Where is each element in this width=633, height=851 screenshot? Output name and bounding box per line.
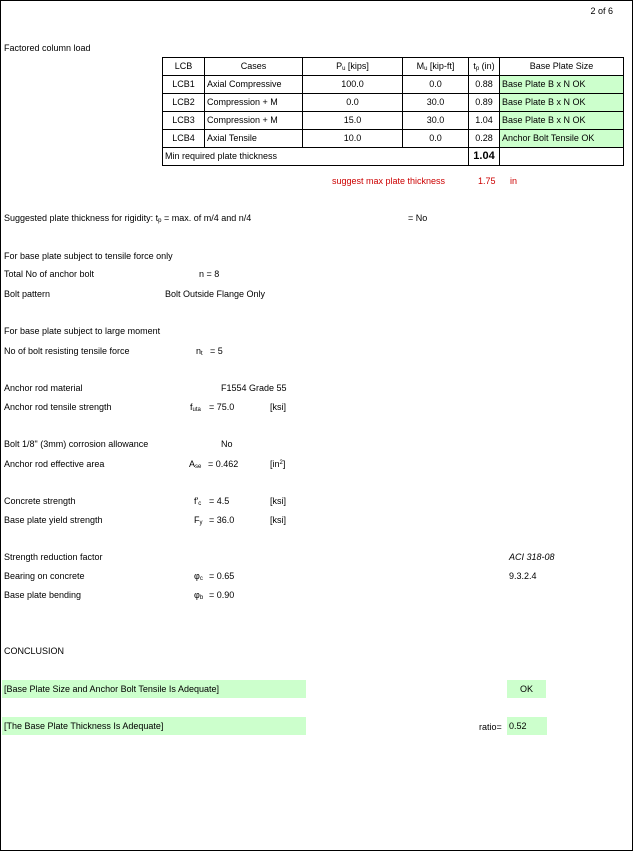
cell-lcb: LCB2 [163, 94, 205, 112]
conclusion-line-2: [The Base Plate Thickness Is Adequate] [2, 717, 306, 735]
yield-unit: [ksi] [270, 515, 287, 525]
cell-mu: 30.0 [403, 94, 469, 112]
moment-symbol: $n_t$ [196, 346, 203, 357]
ratio-label: ratio= [479, 722, 502, 732]
cell-pu: 100.0 [303, 76, 403, 94]
load-combination-table [162, 57, 624, 166]
anchor-strength-label: Anchor rod tensile strength [4, 402, 112, 412]
cell-pu: 15.0 [303, 112, 403, 130]
table-header-row [163, 58, 624, 76]
bending-value: = 0.90 [209, 590, 235, 600]
bolt-pattern-value: Bolt Outside Flange Only [165, 289, 266, 299]
cell-mu: 0.0 [403, 130, 469, 148]
cell-case: Compression + M [205, 112, 303, 130]
header-size: Base Plate Size [500, 58, 624, 76]
anchor-strength-unit: [ksi] [270, 402, 287, 412]
tensile-title: For base plate subject to tensile force only [4, 251, 173, 261]
area-value: = 0.462 [208, 459, 239, 469]
anchor-material-value: F1554 Grade 55 [221, 383, 287, 393]
table-row [163, 94, 624, 112]
conclusion-line-1: [Base Plate Size and Anchor Bolt Tensile Is Adequate] [2, 680, 306, 698]
corrosion-value: No [221, 439, 233, 449]
anchor-strength-value: = 75.0 [209, 402, 235, 412]
rigidity-label: Suggested plate thickness for rigidity: $t_p = \max$. of m/4 and n/4 [4, 213, 252, 224]
suggest-label: suggest max plate thickness [332, 176, 446, 186]
header-lcb: LCB [163, 58, 205, 76]
cell-case: Axial Tensile [205, 130, 303, 148]
yield-value: = 36.0 [209, 515, 235, 525]
cell-lcb: LCB4 [163, 130, 205, 148]
table-row [163, 76, 624, 94]
bearing-label: Bearing on concrete [4, 571, 85, 581]
concrete-unit: [ksi] [270, 496, 287, 506]
corrosion-label: Bolt 1/8" (3mm) corrosion allowance [4, 439, 149, 449]
cell-case: Axial Compressive [205, 76, 303, 94]
bending-label: Base plate bending [4, 590, 82, 600]
cell-size: Base Plate B x N OK [500, 94, 624, 112]
reduction-title: Strength reduction factor [4, 552, 103, 562]
table-row [163, 130, 624, 148]
cell-lcb: LCB1 [163, 76, 205, 94]
cell-pu: 0.0 [303, 94, 403, 112]
anchor-strength-symbol: $f_{uta}$ [190, 402, 201, 413]
bearing-reference: 9.3.2.4 [509, 571, 537, 581]
bending-symbol: $\varphi_b$ [194, 590, 204, 601]
moment-label: No of bolt resisting tensile force [4, 346, 130, 356]
conclusion-title: CONCLUSION [4, 646, 65, 656]
header-tp: $t_p$ (in) [469, 58, 500, 76]
anchor-material-label: Anchor rod material [4, 383, 83, 393]
cell-size: Anchor Bolt Tensile OK [500, 130, 624, 148]
min-thickness-empty [500, 148, 624, 166]
bearing-value: = 0.65 [209, 571, 235, 581]
area-unit: $[in^2]$ [270, 459, 286, 469]
ratio-value: 0.52 [507, 717, 547, 735]
header-pu: $P_u$ [kips] [303, 58, 403, 76]
cell-size: Base Plate B x N OK [500, 112, 624, 130]
factored-load-title: Factored column load [4, 43, 91, 53]
moment-value: = 5 [210, 346, 223, 356]
cell-tp: 0.89 [469, 94, 500, 112]
cell-mu: 30.0 [403, 112, 469, 130]
total-bolt-label: Total No of anchor bolt [4, 269, 95, 279]
page-number: 2 of 6 [590, 6, 613, 16]
cell-pu: 10.0 [303, 130, 403, 148]
table-summary-row [163, 148, 624, 166]
cell-tp: 1.04 [469, 112, 500, 130]
total-bolt-value: n = 8 [199, 269, 220, 279]
cell-tp: 0.28 [469, 130, 500, 148]
bolt-pattern-label: Bolt pattern [4, 289, 51, 299]
area-symbol: $A_{se}$ [189, 459, 202, 470]
bearing-symbol: $\varphi_c$ [194, 571, 203, 582]
yield-label: Base plate yield strength [4, 515, 103, 525]
table-row [163, 112, 624, 130]
suggest-value: 1.75 [478, 176, 496, 186]
cell-tp: 0.88 [469, 76, 500, 94]
cell-size: Base Plate B x N OK [500, 76, 624, 94]
concrete-label: Concrete strength [4, 496, 76, 506]
conclusion-status: OK [507, 680, 546, 698]
header-mu: $M_u$ [kip-ft] [403, 58, 469, 76]
min-thickness-label: Min required plate thickness [163, 148, 469, 166]
code-reference: ACI 318-08 [509, 552, 555, 562]
yield-symbol: $F_y$ [194, 515, 203, 526]
cell-mu: 0.0 [403, 76, 469, 94]
moment-title: For base plate subject to large moment [4, 326, 161, 336]
min-thickness-value: 1.04 [469, 148, 500, 166]
cell-lcb: LCB3 [163, 112, 205, 130]
suggest-unit: in [510, 176, 518, 186]
cell-case: Compression + M [205, 94, 303, 112]
area-label: Anchor rod effective area [4, 459, 105, 469]
header-cases: Cases [205, 58, 303, 76]
rigidity-result: = No [408, 213, 428, 223]
concrete-symbol: $f'_c$ [194, 496, 202, 507]
concrete-value: = 4.5 [209, 496, 230, 506]
